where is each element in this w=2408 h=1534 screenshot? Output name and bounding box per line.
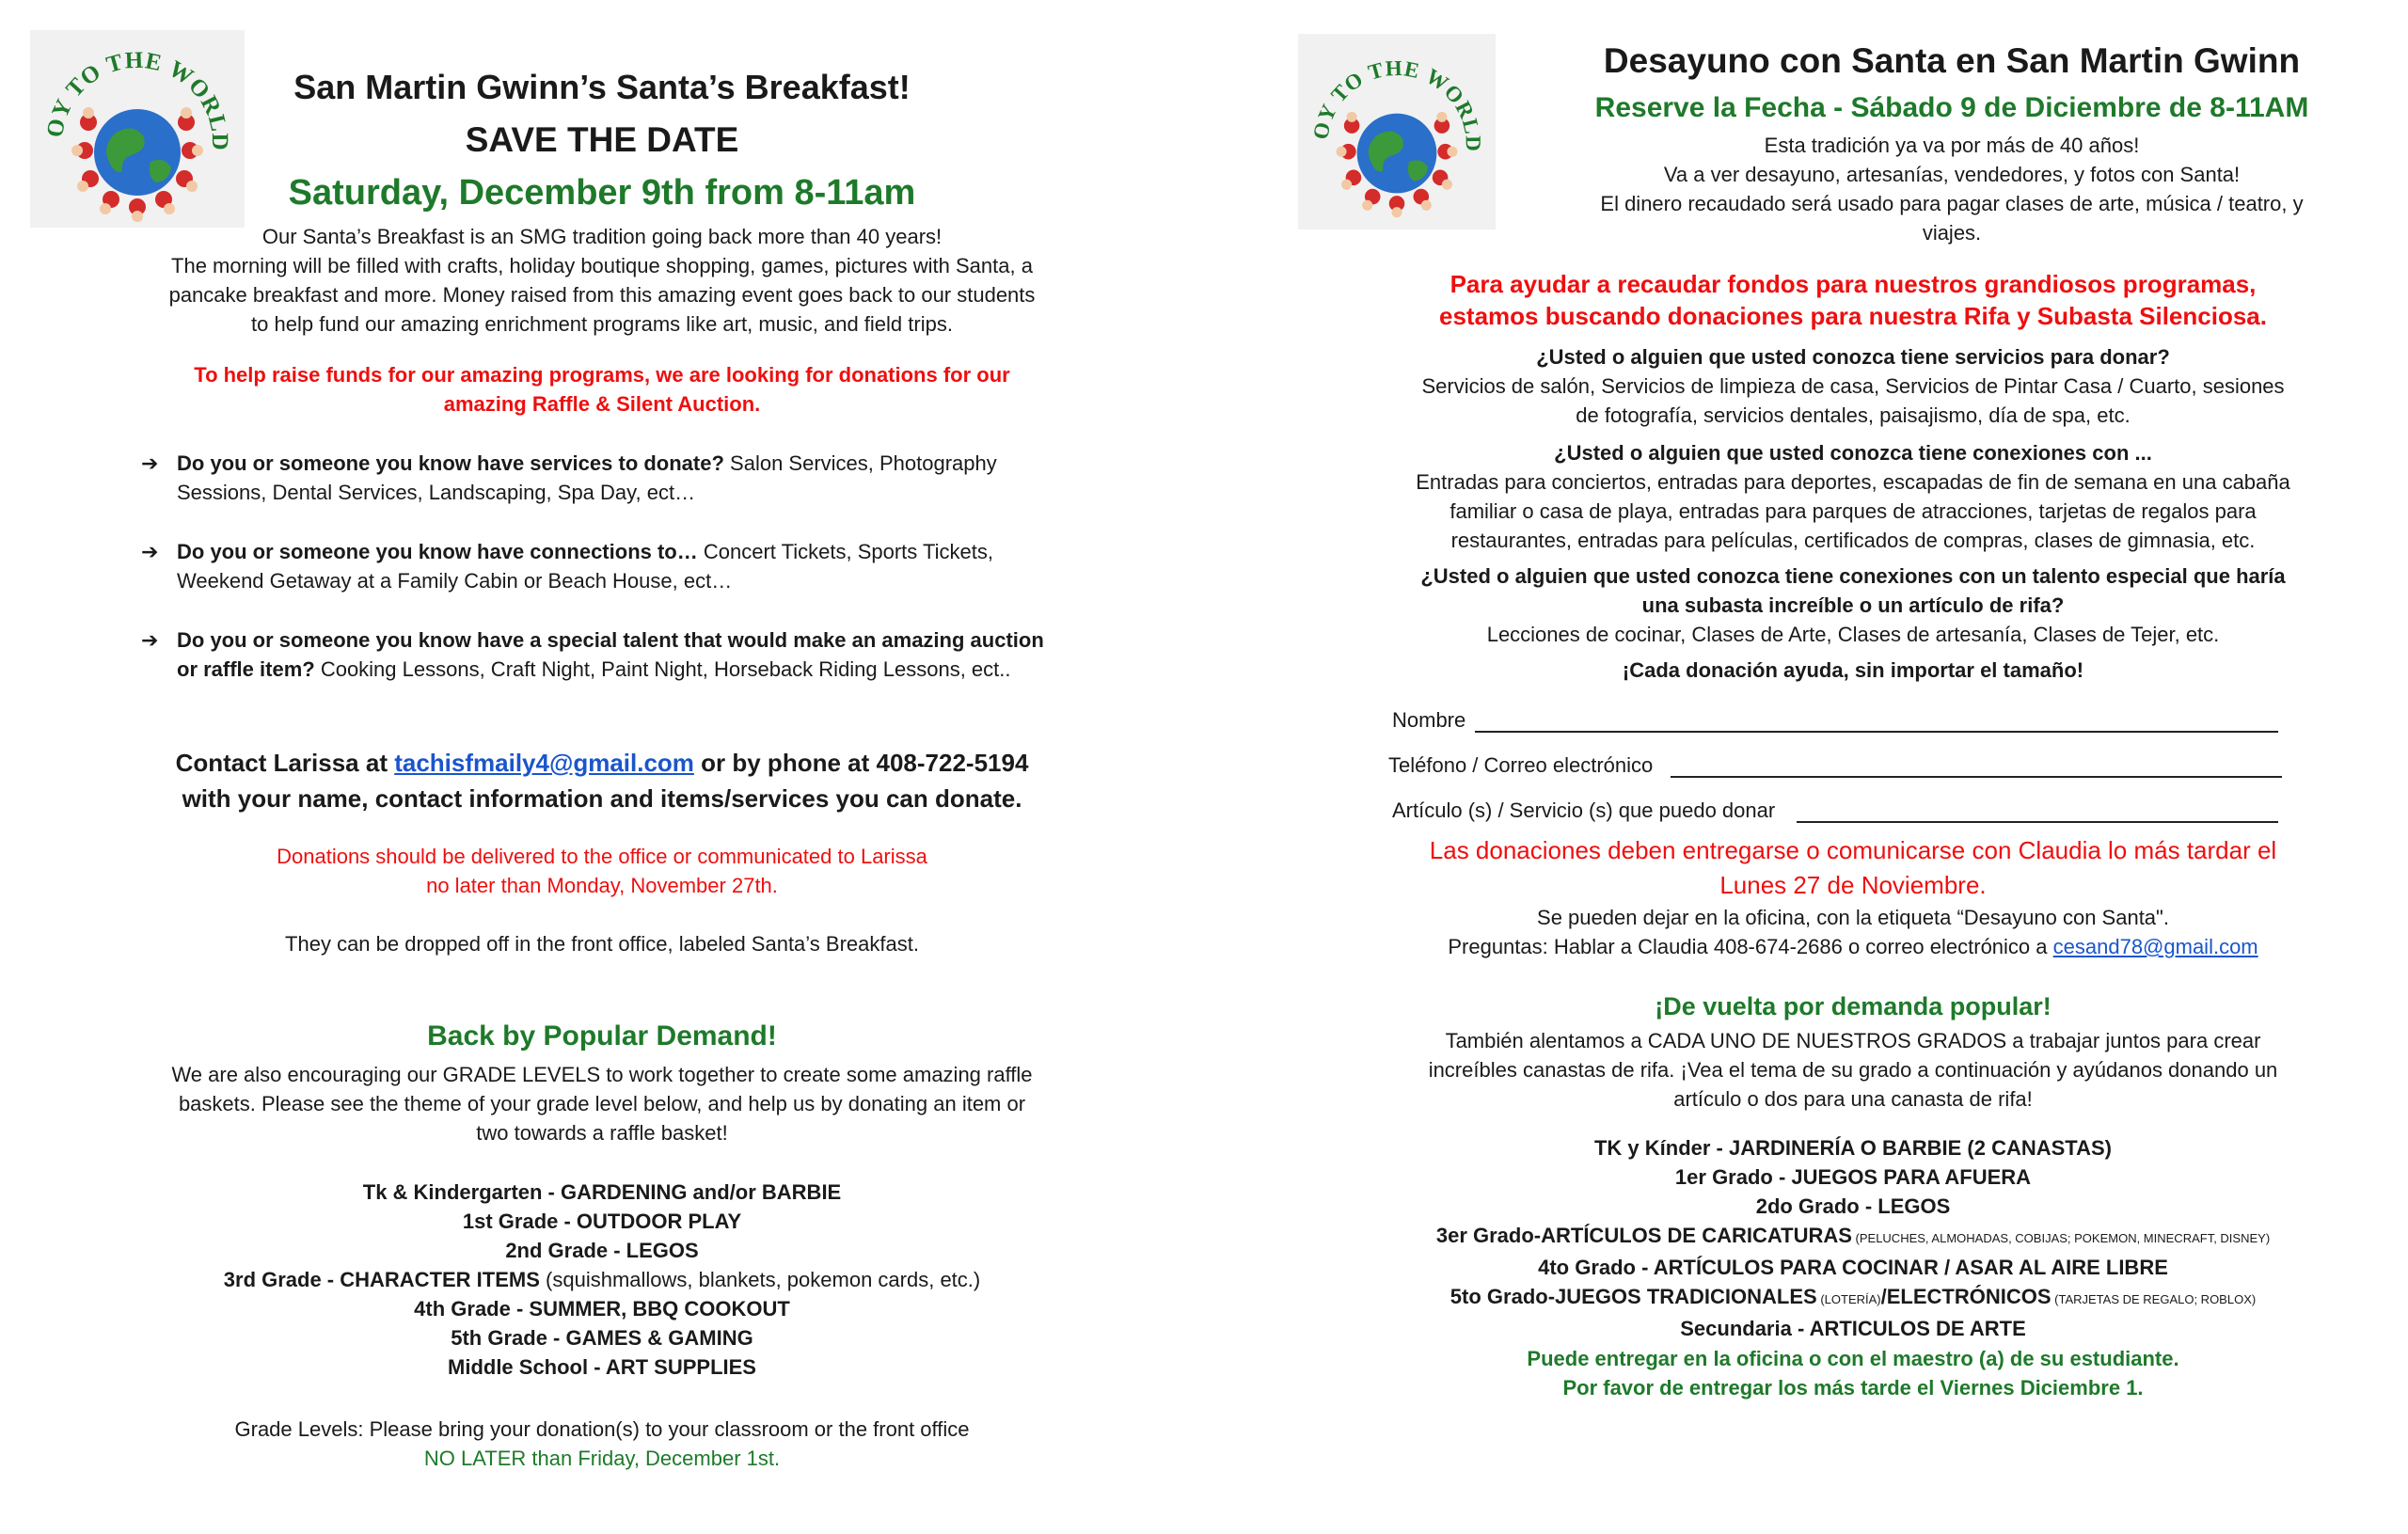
contact-line-2: with your name, contact information and items/services you can donate. <box>182 784 1022 813</box>
delivery-deadline <box>38 842 1166 900</box>
contact-email-link[interactable]: tachisfmaily4@gmail.com <box>394 749 694 777</box>
intro-line: Va a ver desayuno, artesanías, vendedores, y fotos con Santa! <box>1663 163 2241 186</box>
grade-note: (TARJETAS DE REGALO; ROBLOX) <box>2051 1292 2257 1306</box>
popular-demand-title: ¡De vuelta por demanda popular! <box>1655 992 2052 1020</box>
question-answer: familiar o casa de playa, entradas para parques de atracciones, tarjetas de regalos para <box>1450 499 2257 523</box>
grade-themes-list <box>38 1178 1166 1382</box>
grade-theme: 3rd Grade - CHARACTER ITEMS <box>223 1268 540 1291</box>
question-heading: ¿Usted o alguien que usted conozca tiene conexiones con un talento especial que haría <box>1420 564 2286 588</box>
phone-label: Teléfono / Correo electrónico <box>1388 753 1654 777</box>
raise-funds-line: amazing Raffle & Silent Auction. <box>443 392 761 416</box>
contact-prefix: Contact Larissa at <box>175 749 395 777</box>
question-heading: una subasta increíble o un artículo de rifa? <box>1641 593 2065 617</box>
deadline-line: Donations should be delivered to the office or communicated to Larissa <box>277 845 927 868</box>
globe-icon <box>30 30 245 228</box>
bullet-text: Salon Services, Photography Sessions, Dental Services, Landscaping, Spa Day, ect… <box>177 451 997 504</box>
arrow-icon: ➔ <box>141 540 159 563</box>
grade-theme: Middle School - ART SUPPLIES <box>448 1355 756 1379</box>
form-name-row <box>1392 708 2370 733</box>
raise-funds-line: estamos buscando donaciones para nuestra Rifa y Subasta Silenciosa. <box>1439 302 2267 330</box>
grade-item <box>1298 1282 2408 1314</box>
grade-levels-line: Grade Levels: Please bring your donation(s) to your classroom or the front office <box>234 1417 970 1441</box>
form-item-row <box>1392 799 2380 823</box>
intro-line: El dinero recaudado será usado para pagar clases de arte, música / teatro, y <box>1600 192 2304 215</box>
intro-line: Our Santa’s Breakfast is an SMG tradition going back more than 40 years! <box>261 225 943 248</box>
grade-theme: 2do Grado - LEGOS <box>1755 1194 1951 1218</box>
bullet-text: Concert Tickets, Sports Tickets, Weekend Getaway at a Family Cabin or Beach House, ect… <box>177 540 993 593</box>
question-talent <box>1298 561 2408 649</box>
deadline-line: Lunes 27 de Noviembre. <box>1719 871 1987 899</box>
popular-demand-title: Back by Popular Demand! <box>427 1020 777 1052</box>
question-answer: restaurantes, entradas para películas, certificados de compras, clases de gimnasia, etc. <box>1450 529 2256 552</box>
popular-line: artículo o dos para una canasta de rifa! <box>1673 1087 2033 1111</box>
event-date: Reserve la Fecha - Sábado 9 de Diciembre de 8-11AM <box>1594 92 2309 123</box>
question-answer: Entradas para conciertos, entradas para deportes, escapadas de fin de semana en una cabaña <box>1416 470 2290 494</box>
popular-line: We are also encouraging our GRADE LEVELS to work together to create some amazing raffle <box>171 1063 1033 1086</box>
dropoff-note: They can be dropped off in the front office, labeled Santa’s Breakfast. <box>285 932 919 956</box>
grade-item <box>1298 1133 2408 1162</box>
grade-note: (LOTERÍA) <box>1816 1292 1881 1306</box>
contact-info <box>38 745 1166 816</box>
grade-note: (PELUCHES, ALMOHADAS, COBIJAS; POKEMON, MINECRAFT, DISNEY) <box>1851 1231 2271 1245</box>
grade-themes-list <box>1298 1133 2408 1343</box>
joy-to-the-world-logo <box>30 30 245 228</box>
event-date: Saturday, December 9th from 8-11am <box>288 173 916 213</box>
grade-item <box>1298 1253 2408 1282</box>
intro-paragraph <box>38 222 1166 339</box>
bullet-question: Do you or someone you know have services to donate? <box>177 451 724 475</box>
bullet-question: Do you or someone you know have connections to… <box>177 540 698 563</box>
grade-item <box>1298 1192 2408 1221</box>
grade-theme: 4th Grade - SUMMER, BBQ COOKOUT <box>414 1297 790 1321</box>
questions-email-link[interactable]: cesand78@gmail.com <box>2052 935 2258 958</box>
spanish-flyer <box>1298 0 2408 1534</box>
raise-funds-notice <box>38 360 1166 419</box>
form-phone-row <box>1388 753 2376 778</box>
grade-theme: 3er Grado-ARTÍCULOS DE CARICATURAS <box>1435 1224 1852 1247</box>
grade-theme: Secundaria - ARTICULOS DE ARTE <box>1680 1317 2026 1340</box>
final-line: Puede entregar en la oficina o con el maestro (a) de su estudiante. <box>1527 1347 2179 1370</box>
grade-theme: /ELECTRÓNICOS <box>1880 1285 2052 1308</box>
grade-theme: TK y Kínder - JARDINERÍA O BARBIE (2 CANASTAS) <box>1593 1136 2113 1160</box>
every-donation-helps: ¡Cada donación ayuda, sin importar el tamaño! <box>1622 658 2084 682</box>
intro-paragraph <box>1505 131 2399 247</box>
bullet-question: Do you or someone you know have a special talent that would make an amazing auction or raffle item? <box>177 628 1044 681</box>
final-line: Por favor de entregar los más tarde el Viernes Diciembre 1. <box>1562 1376 2144 1400</box>
office-note: Se pueden dejar en la oficina, con la etiqueta “Desayuno con Santa". <box>1537 906 2169 929</box>
grade-item <box>38 1352 1166 1382</box>
delivery-deadline <box>1298 833 2408 903</box>
grade-item <box>38 1207 1166 1236</box>
question-answer: de fotografía, servicios dentales, paisajismo, día de spa, etc. <box>1576 403 2131 427</box>
questions-text: Preguntas: Hablar a Claudia 408-674-2686 o correo electrónico a <box>1448 935 2053 958</box>
grade-theme: 5to Grado-JUEGOS TRADICIONALES <box>1450 1285 1817 1308</box>
grade-note: (squishmallows, blankets, pokemon cards, etc.) <box>539 1268 981 1291</box>
raise-funds-notice <box>1298 268 2408 332</box>
question-connections <box>1298 438 2408 555</box>
grade-theme: 5th Grade - GAMES & GAMING <box>451 1326 753 1350</box>
deadline-line: Las donaciones deben entregarse o comunicarse con Claudia lo más tardar el <box>1429 836 2277 864</box>
svg-text:JOY TO THE WORLD: OY TO THE WORLD <box>1307 55 1486 152</box>
popular-demand-text <box>1298 1026 2408 1114</box>
item-service-field[interactable] <box>1797 821 2278 823</box>
grade-item <box>1298 1221 2408 1253</box>
final-instructions <box>1298 1344 2408 1402</box>
svg-text:JOY TO THE WORLD: OY TO THE WORLD <box>41 47 233 151</box>
grade-levels-deadline: NO LATER than Friday, December 1st. <box>423 1447 781 1470</box>
popular-line: increíbles canastas de rifa. ¡Vea el tema de su grado a continuación y ayúdanos donando un <box>1428 1058 2278 1082</box>
contact-phone: or by phone at 408-722-5194 <box>693 749 1029 777</box>
popular-line: baskets. Please see the theme of your grade level below, and help us by donating an item or <box>178 1092 1026 1115</box>
intro-line: Esta tradición ya va por más de 40 años! <box>1764 134 2140 157</box>
popular-line: two towards a raffle basket! <box>476 1121 728 1145</box>
grade-item <box>38 1236 1166 1265</box>
bullet-text: Cooking Lessons, Craft Night, Paint Night, Horseback Riding Lessons, ect.. <box>314 657 1011 681</box>
question-heading: ¿Usted o alguien que usted conozca tiene conexiones con ... <box>1554 441 2152 465</box>
joy-to-the-world-logo <box>1298 34 1496 229</box>
popular-demand-text <box>38 1060 1166 1147</box>
deadline-line: no later than Monday, November 27th. <box>426 874 778 897</box>
save-the-date: SAVE THE DATE <box>465 120 739 159</box>
grade-item <box>38 1265 1166 1294</box>
bullet-services <box>141 449 1052 507</box>
intro-line: pancake breakfast and more. Money raised from this amazing event goes back to our students <box>168 283 1036 307</box>
intro-line: to help fund our amazing enrichment programs like art, music, and field trips. <box>251 312 953 336</box>
grade-theme: 4to Grado - ARTÍCULOS PARA COCINAR / ASAR AL AIRE LIBRE <box>1538 1256 2168 1279</box>
page-title: Desayuno con Santa en San Martin Gwinn <box>1603 41 2301 80</box>
grade-item <box>1298 1162 2408 1192</box>
questions-line <box>1298 932 2408 961</box>
raise-funds-line: To help raise funds for our amazing programs, we are looking for donations for our <box>194 363 1010 387</box>
question-services <box>1298 342 2408 430</box>
grade-item <box>1298 1314 2408 1343</box>
grade-theme: 2nd Grade - LEGOS <box>505 1239 699 1262</box>
phone-email-field[interactable] <box>1671 776 2282 778</box>
grade-levels-note <box>38 1415 1166 1473</box>
grade-theme: Tk & Kindergarten - GARDENING and/or BARBIE <box>362 1180 842 1204</box>
arrow-icon: ➔ <box>141 628 159 652</box>
globe-icon <box>1298 34 1496 229</box>
grade-theme: 1st Grade - OUTDOOR PLAY <box>462 1210 742 1233</box>
item-label: Artículo (s) / Servicio (s) que puedo donar <box>1392 799 1776 822</box>
popular-line: También alentamos a CADA UNO DE NUESTROS GRADOS a trabajar juntos para crear <box>1445 1029 2261 1052</box>
office-dropoff <box>1298 903 2408 961</box>
raise-funds-line: Para ayudar a recaudar fondos para nuestros grandiosos programas, <box>1450 270 2257 298</box>
bullet-connections <box>141 537 1052 595</box>
intro-line: The morning will be filled with crafts, holiday boutique shopping, games, pictures with Santa, a <box>171 254 1033 277</box>
name-label: Nombre <box>1392 708 1466 732</box>
grade-item <box>38 1178 1166 1207</box>
name-field[interactable] <box>1475 731 2278 733</box>
arrow-icon: ➔ <box>141 451 159 475</box>
grade-item <box>38 1294 1166 1323</box>
contact-line <box>38 745 1166 781</box>
grade-item <box>38 1323 1166 1352</box>
intro-line: viajes. <box>1922 221 1982 245</box>
question-answer: Servicios de salón, Servicios de limpieza de casa, Servicios de Pintar Casa / Cuarto, sesiones <box>1421 374 2285 398</box>
grade-theme: 1er Grado - JUEGOS PARA AFUERA <box>1674 1165 2032 1189</box>
bullet-talent <box>141 625 1052 684</box>
page-title: San Martin Gwinn’s Santa’s Breakfast! <box>293 68 911 106</box>
question-answer: Lecciones de cocinar, Clases de Arte, Clases de artesanía, Clases de Tejer, etc. <box>1486 623 2220 646</box>
question-heading: ¿Usted o alguien que usted conozca tiene servicios para donar? <box>1536 345 2170 369</box>
